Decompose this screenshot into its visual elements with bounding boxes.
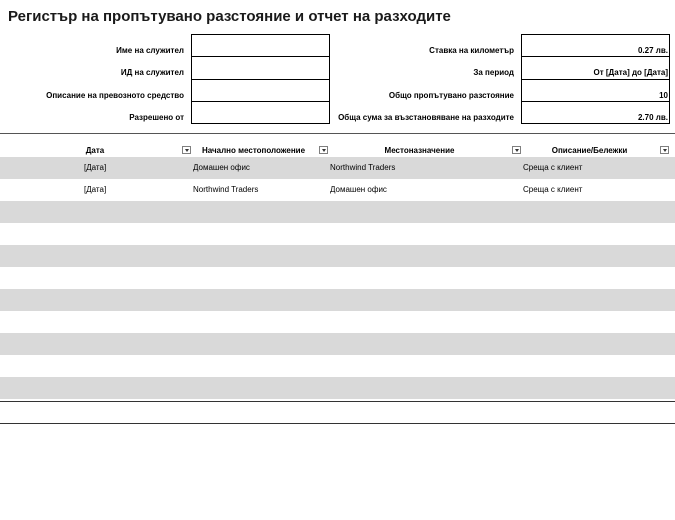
employee-id-label: ИД на служител (120, 68, 184, 77)
total-row-border (0, 423, 675, 424)
table-row (0, 311, 675, 333)
table-row (0, 267, 675, 289)
table-row (0, 289, 675, 311)
employee-name-label: Име на служител (116, 46, 184, 55)
destination-cell[interactable]: Northwind Traders (330, 163, 396, 172)
filter-dropdown-icon[interactable] (660, 146, 669, 154)
filter-dropdown-icon[interactable] (512, 146, 521, 154)
table-header (0, 144, 675, 157)
divider (191, 101, 330, 102)
table-row (0, 201, 675, 223)
start-location-cell[interactable]: Домашен офис (193, 163, 250, 172)
rate-per-km-label: Ставка на километър (429, 46, 514, 55)
table-row (0, 355, 675, 377)
notes-cell[interactable]: Среща с клиент (523, 163, 583, 172)
table-bottom-border (0, 401, 675, 402)
column-header-notes: Описание/Бележки (551, 146, 628, 155)
divider (521, 101, 670, 102)
notes-cell[interactable]: Среща с клиент (523, 185, 583, 194)
destination-cell[interactable]: Домашен офис (330, 185, 387, 194)
table-row (0, 333, 675, 355)
period-value[interactable]: От [Дата] до [Дата] (593, 68, 668, 77)
table-row (0, 245, 675, 267)
section-separator (0, 133, 675, 134)
date-cell[interactable]: [Дата] (84, 185, 107, 194)
divider (521, 56, 670, 57)
total-reimbursement-label: Обща сума за възстановяване на разходите (338, 113, 514, 122)
rate-per-km-value[interactable]: 0.27 лв. (637, 46, 668, 55)
filter-dropdown-icon[interactable] (319, 146, 328, 154)
period-label: За период (473, 68, 514, 77)
column-header-start-location: Начално местоположение (201, 146, 306, 155)
page-title: Регистър на пропътувано разстояние и отчет на разходите (8, 8, 451, 25)
total-distance-value: 10 (659, 91, 668, 100)
table-row (0, 179, 675, 201)
table-row (0, 223, 675, 245)
total-reimbursement-value: 2.70 лв. (637, 113, 668, 122)
column-header-destination: Местоназначение (384, 146, 455, 155)
table-row (0, 377, 675, 399)
divider (191, 56, 330, 57)
approved-by-label: Разрешено от (129, 113, 184, 122)
date-cell[interactable]: [Дата] (84, 163, 107, 172)
total-distance-label: Общо пропътувано разстояние (388, 91, 514, 100)
table-row (0, 157, 675, 179)
vehicle-description-label: Описание на превозното средство (46, 91, 184, 100)
start-location-cell[interactable]: Northwind Traders (193, 185, 259, 194)
column-header-date: Дата (85, 146, 105, 155)
divider (191, 79, 330, 80)
divider (521, 79, 670, 80)
